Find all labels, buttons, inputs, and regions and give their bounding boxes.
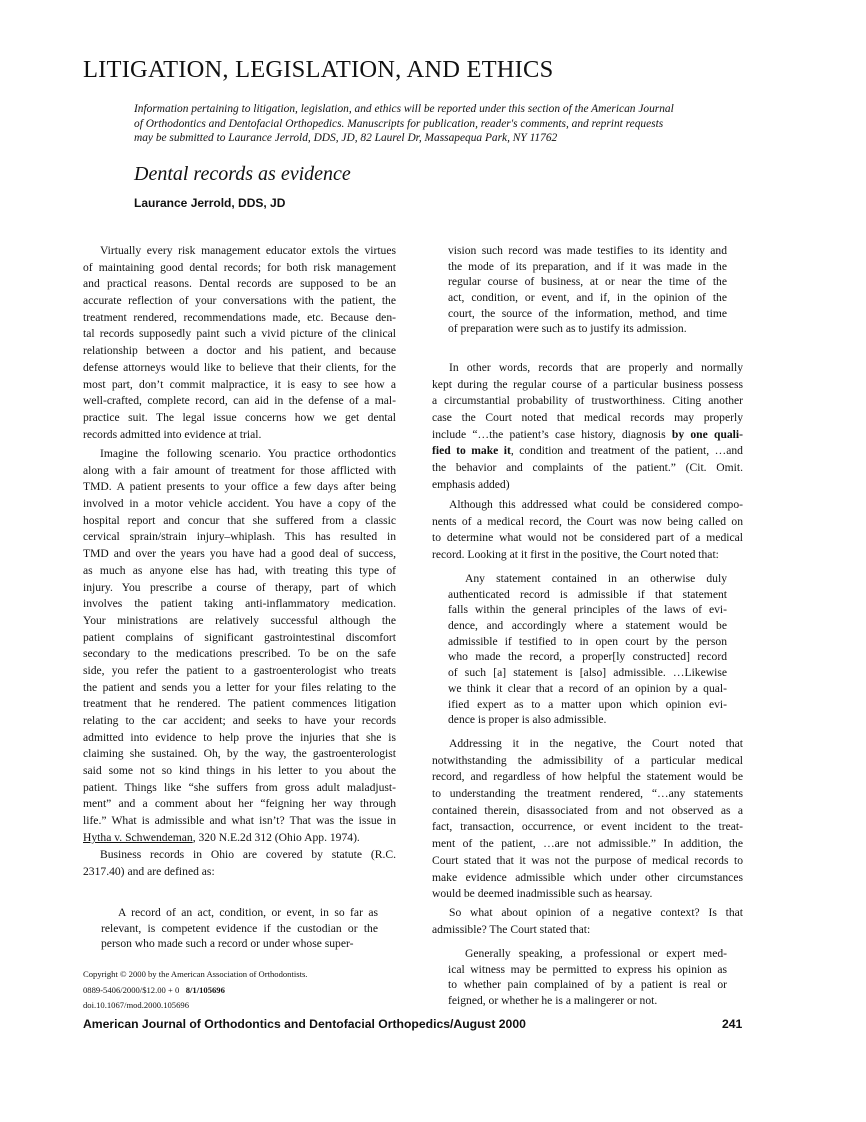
paragraph (432, 736, 743, 903)
text-line: of such [a] statement is [also] admissible. …Likewise (448, 666, 727, 680)
text-line: admissible if testified to in open court by the person (448, 634, 727, 648)
text-line: Virtually every risk management educator extols the virtues (100, 244, 396, 257)
text-line: authenticated record is admissible if that statement (448, 587, 727, 601)
text-line: we think it clear that a record of an opinion by a qual- (448, 681, 727, 695)
text-line: regular course of business, at or near the time of the (448, 275, 727, 289)
text-line: patient. Things like “she suffers from gross adult maladjust- (83, 780, 396, 794)
text-line: cervical sprain/strain injury–whiplash. This has resulted in (83, 530, 396, 544)
text-line: admissible? The Court stated that: (432, 922, 591, 936)
text-line: defense attorneys would like to believe that their clients, for the (83, 360, 396, 374)
text-line (83, 830, 396, 847)
text-line: of preparation were such as to justify its admission. (448, 322, 687, 336)
text-line: A record of an act, condition, or event, in so far as (118, 906, 378, 919)
text-line: Imagine the following scenario. You practice orthodontics (100, 447, 396, 460)
intro-line: of Orthodontics and Dentofacial Orthopedics. Manuscripts for publication, reader's comments, and reprint requests (134, 117, 664, 130)
text-line: emphasis added) (432, 477, 510, 491)
text-line: most part, don’t commit malpractice, it is easy to see how a (83, 377, 396, 391)
text-line: Generally speaking, a professional or expert med- (465, 947, 727, 960)
text-line: as much as anyone else has had, with treating this type of (83, 563, 396, 577)
section-intro (134, 102, 730, 146)
text-line: well-crafted, complete record, can aid in the defense of a mal- (83, 394, 396, 408)
text-line: Addressing it in the negative, the Court noted that (449, 737, 743, 750)
text-line: vision such record was made testifies to its identity and (448, 244, 727, 257)
text-line (432, 427, 743, 444)
footer-journal-name: American Journal of Orthodontics and Dentofacial Orthopedics/August 2000 (83, 1017, 526, 1031)
text-line: the patient and sends you a letter for your files relating to the (83, 680, 396, 694)
paragraph (432, 360, 743, 494)
text-line: involves the patient taking anti-inflammatory medication. (83, 597, 396, 611)
text-line: feigned, or whether he is a malingerer or not. (448, 994, 658, 1008)
block-quote (448, 946, 727, 1009)
text-line: tal records supposedly paint such a vivid picture of the clinical (83, 327, 396, 341)
article-code: 8/1/105696 (185, 984, 225, 995)
text-line: ified expert as to a matter upon which opinion evi- (448, 697, 727, 711)
text-line: hospital report and concur that she suffered from a classic (83, 513, 396, 527)
text-line: along with a fair amount of treatment for those afflicted with (83, 463, 396, 477)
text-line: and practical reasons. Dental records are supposed to be an (83, 277, 396, 291)
text-line: involved in a motor vehicle accident. You have a copy of the (83, 497, 396, 511)
text-line: person who made such a record or under whose super- (101, 937, 354, 951)
text-line: claiming she sustained. Oh, by the way, the gastroenterologist (83, 747, 396, 761)
text-line: In other words, records that are properly and normally (449, 361, 743, 374)
doi-line: doi.10.1067/mod.2000.105696 (83, 1000, 189, 1010)
text-line: kept during the regular course of a particular business possess (432, 377, 743, 391)
text-line: of maintaining good dental records; for both risk management (83, 260, 396, 274)
text-line: accurate reflection of your conversations with the patient, the (83, 294, 396, 308)
text-line: relationship between a doctor and his patient, and because (83, 344, 396, 358)
text-line: Any statement contained in an otherwise duly (465, 572, 727, 585)
text-line: contained therein, disassociated from and not observed as a (432, 803, 743, 817)
text-line: ment” and a comment about her “feigning her way through (83, 797, 396, 811)
text-segment: include “…the patient’s case history, diagnosis (432, 427, 672, 441)
block-quote (448, 571, 727, 728)
text-line: TMD and over the years you have had a good deal of success, (83, 547, 396, 561)
text-line: nents of a medical record, the Court was now being called on (432, 514, 743, 528)
text-line: admitted into evidence to help prove the injuries that she is (83, 730, 396, 744)
text-line: records admitted into evidence at trial. (83, 427, 262, 441)
paragraph (432, 905, 743, 938)
copyright-line: Copyright © 2000 by the American Association of Orthodontists. (83, 969, 308, 979)
emphasis-text: fied to make it (432, 444, 511, 458)
text-line: Although this addressed what could be considered compo- (449, 498, 743, 511)
copyright-notice (83, 967, 307, 1014)
block-quote (101, 905, 378, 952)
text-line: patient complains of significant gastrointestinal discomfort (83, 630, 396, 644)
text-line: secondary to the medications prescribed. To be on the safe (83, 647, 396, 661)
text-line: falls within the general principles of the laws of evi- (448, 603, 727, 617)
text-line: case the Court noted that medical records may properly (432, 411, 743, 425)
intro-line: may be submitted to Laurance Jerrold, DDS, JD, 82 Laurel Dr, Massapequa Park, NY 11762 (134, 132, 558, 144)
text-line: practice suit. The legal issue concerns how we get dental (83, 410, 396, 424)
section-title: LITIGATION, LEGISLATION, AND ETHICS (83, 56, 554, 83)
paragraph (432, 497, 743, 564)
article-title: Dental records as evidence (134, 163, 351, 185)
text-line: treatment rendered, recommendations made, etc. Because den- (83, 310, 396, 324)
text-line: record, and regardless of how helpful the statement would be (432, 770, 743, 784)
text-line: 2317.40) and are defined as: (83, 864, 215, 878)
block-quote (448, 243, 727, 337)
page-number: 241 (722, 1017, 743, 1031)
intro-line: Information pertaining to litigation, legislation, and ethics will be reported under this section of the American Journal (134, 103, 674, 115)
text-line: to determine what would not be considered part of a medical (432, 531, 743, 545)
text-line: the mode of its preparation, and if it was made in the (448, 259, 727, 273)
text-line: notwithstanding the admissibility of a particular medical (432, 753, 743, 767)
text-line: injury. You prescribe a course of therapy, part of which (83, 580, 396, 594)
text-line: make evidence admissible which under other circumstances (432, 870, 743, 884)
paragraph (83, 446, 396, 847)
text-line: dence, and accordingly where a statement would be (448, 619, 727, 633)
text-line: who made the record, a proper[ly constructed] record (448, 650, 727, 664)
text-line: record. Looking at it first in the positive, the Court noted that: (432, 548, 719, 562)
text-line: would be deemed inadmissible such as hearsay. (432, 887, 653, 901)
text-line: Your ministrations are relatively successful although the (83, 613, 396, 627)
text-line: a circumstantial probability of trustworthiness. Citing another (432, 394, 743, 408)
paragraph (83, 847, 396, 880)
text-line: life.” What is admissible and what isn’t? That was the issue in (83, 814, 396, 828)
text-line: Business records in Ohio are covered by statute (R.C. (100, 848, 396, 861)
text-line: act, condition, or event, and if, in the opinion of the (448, 291, 727, 305)
text-line: ment of the patient, …are not admissible.” In addition, the (432, 837, 743, 851)
text-line (432, 443, 743, 460)
issn-line (83, 983, 307, 999)
text-line: to whether pain complained of by a patient is real or (448, 978, 727, 992)
text-line: relating to the car accident; and seeks to have your records (83, 714, 396, 727)
text-line: Court stated that it was not the purpose of medical records to (432, 853, 743, 867)
paragraph (83, 243, 396, 443)
text-line: treatment that he rendered. The patient commences litigation (83, 697, 396, 711)
text-segment: , condition and treatment of the patient, …and (510, 444, 743, 458)
text-segment: , 320 N.E.2d 312 (Ohio App. 1974). (192, 830, 360, 844)
article-author: Laurance Jerrold, DDS, JD (134, 196, 286, 210)
text-line: TMD. A patient presents to your office a few days after being (83, 480, 396, 494)
text-line: side, you refer the patient to a gastroenterologist who treats (83, 663, 396, 677)
text-line: to understanding the treatment rendered, “…any statements (432, 787, 743, 801)
text-line: dence is proper is also admissible. (448, 713, 607, 727)
emphasis-text: by one quali- (671, 427, 743, 441)
text-line: said some not so kind things in his letter to you about the (83, 764, 396, 778)
text-line: relevant, is competent evidence if the custodian or the (101, 921, 378, 935)
text-line: So what about opinion of a negative context? Is that (449, 906, 743, 919)
text-line: the behavior and complaints of the patient.” (Cit. Omit. (432, 461, 743, 475)
text-line: ical witness may be permitted to express his opinion as (448, 962, 727, 976)
text-line: fact, transaction, occurrence, or event incident to the treat- (432, 820, 743, 834)
case-citation: Hytha v. Schwendeman (83, 830, 193, 844)
text-line: court, the source of the information, method, and time (448, 306, 727, 320)
issn-price: 0889-5406/2000/$12.00 + 0 (83, 984, 180, 995)
